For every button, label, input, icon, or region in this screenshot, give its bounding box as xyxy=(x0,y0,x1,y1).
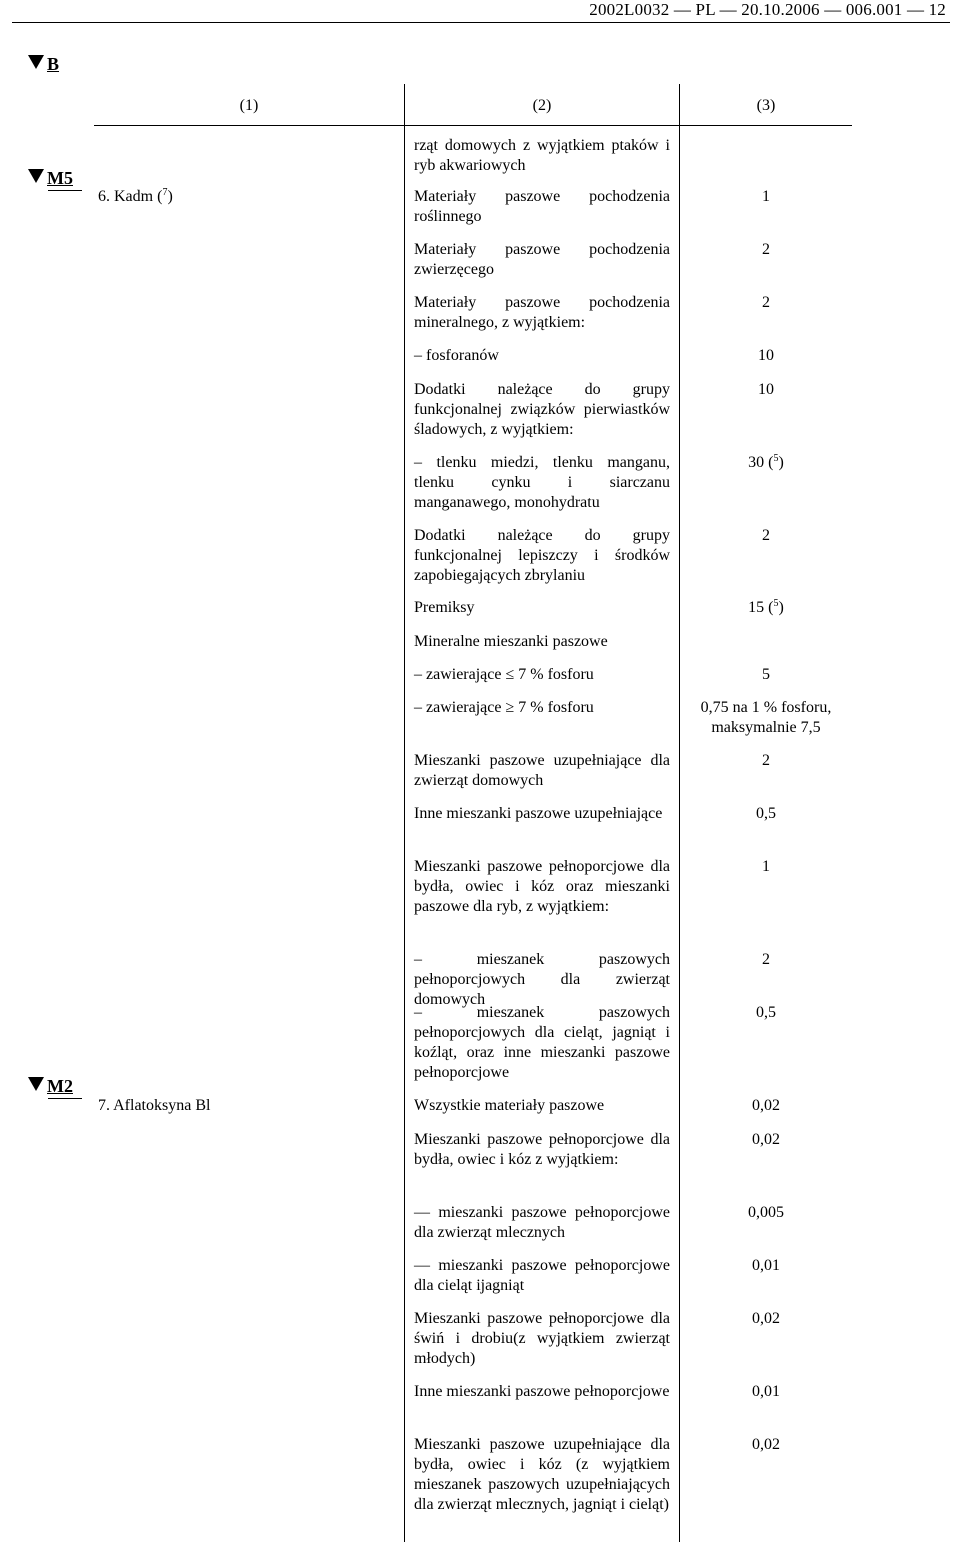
limit-value-cell: 1 xyxy=(762,188,770,205)
product-cell: Dodatki należące do grupy funkcjonalnej lepiszczy i środków zapobiegających zbrylaniu xyxy=(414,527,670,584)
product-cell: Mieszanki paszowe uzupełniające dla zwierząt domowych xyxy=(414,752,670,789)
product-cell: — mieszanki paszowe pełnoporcjowe dla zwierząt mlecznych xyxy=(414,1204,670,1241)
limit-value-cell: 15 ($^5$) xyxy=(748,598,784,616)
product-cell: rząt domowych z wyjątkiem ptaków i ryb akwariowych xyxy=(414,137,670,174)
product-cell: – tlenku miedzi, tlenku manganu, tlenku cynku i siarczanu manganawego, monohydratu xyxy=(414,454,670,511)
product-cell: Materiały paszowe pochodzenia mineralnego, z wyjątkiem: xyxy=(414,294,670,331)
product-cell: — mieszanki paszowe pełnoporcjowe dla cieląt ijagniąt xyxy=(414,1257,670,1294)
product-cell: Mineralne mieszanki paszowe xyxy=(414,633,608,650)
limit-value-cell: 0,02 xyxy=(752,1131,780,1148)
limit-value-cell: 0,005 xyxy=(748,1204,784,1221)
product-cell: – zawierające ≤ 7 % fosforu xyxy=(414,666,594,683)
marker-m5-label: M5 xyxy=(47,168,73,188)
limit-value-cell: 10 xyxy=(758,381,774,398)
marker-m2 xyxy=(28,1076,73,1096)
product-cell: Mieszanki paszowe pełnoporcjowe dla bydła, owiec i kóz z wyjątkiem: xyxy=(414,1131,670,1168)
product-cell: Premiksy xyxy=(414,599,475,616)
limit-value-cell: 0,02 xyxy=(752,1310,780,1327)
product-cell: – mieszanek paszowych pełnoporcjowych dla zwierząt domowych xyxy=(414,951,670,1008)
marker-b-label: B xyxy=(47,54,60,74)
limit-value-cell: 2 xyxy=(762,951,770,968)
product-cell: – fosforanów xyxy=(414,347,499,364)
limit-value-cell: 5 xyxy=(762,666,770,683)
column-header-1: (1) xyxy=(239,97,259,114)
marker-m2-label: M2 xyxy=(47,1076,73,1096)
limit-value-cell: 10 xyxy=(758,347,774,364)
limit-value-cell: 1 xyxy=(762,858,770,875)
product-cell: Materiały paszowe pochodzenia roślinnego xyxy=(414,188,670,225)
substance-cell: 6. Kadm ($^7$) xyxy=(98,187,173,205)
product-cell: Materiały paszowe pochodzenia zwierzęcego xyxy=(414,241,670,278)
limit-value-cell: 2 xyxy=(762,527,770,544)
limit-value-cell: 2 xyxy=(762,752,770,769)
product-cell: Inne mieszanki paszowe pełnoporcjowe xyxy=(414,1383,670,1400)
limit-value-cell: 0,02 xyxy=(752,1097,780,1114)
product-cell: – mieszanek paszowych pełnoporcjowych dla cieląt, jagniąt i koźląt, oraz inne mieszanki paszowe pełnoporcjowe xyxy=(414,1004,670,1081)
product-cell: Wszystkie materiały paszowe xyxy=(414,1097,605,1114)
triangle-down-icon xyxy=(28,55,44,69)
table-header-rule xyxy=(94,125,852,126)
limit-value-cell: 2 xyxy=(762,241,770,258)
product-cell: Mieszanki paszowe uzupełniające dla bydła, owiec i kóz (z wyjątkiem mieszanek paszowych uzupełniających dla zwierząt mlecznych, jagniąt i cieląt) xyxy=(414,1436,670,1513)
limit-value-cell: 30 ($^5$) xyxy=(748,453,784,471)
column-header-3: (3) xyxy=(756,97,776,114)
column-divider-1 xyxy=(404,84,405,1542)
column-header-2: (2) xyxy=(532,97,552,114)
limit-value-cell: 0,02 xyxy=(752,1436,780,1453)
product-cell: Inne mieszanki paszowe uzupełniające xyxy=(414,805,663,822)
marker-m2-rule xyxy=(48,1098,82,1099)
document-header: 2002L0032 — PL — 20.10.2006 — 006.001 — 12 xyxy=(589,0,946,19)
header-rule xyxy=(12,22,950,23)
limit-value-cell: 0,01 xyxy=(752,1383,780,1400)
limit-value-cell: 2 xyxy=(762,294,770,311)
product-cell: Mieszanki paszowe pełnoporcjowe dla świń i drobiu(z wyjątkiem zwierząt młodych) xyxy=(414,1310,670,1367)
limit-value-cell: 0,5 xyxy=(756,805,776,822)
product-cell: Dodatki należące do grupy funkcjonalnej związków pierwiastków śladowych, z wyjątkiem: xyxy=(414,381,670,438)
triangle-down-icon xyxy=(28,169,44,183)
marker-m5 xyxy=(28,168,73,188)
triangle-down-icon xyxy=(28,1077,44,1091)
limit-value-cell: 0,01 xyxy=(752,1257,780,1274)
product-cell: Mieszanki paszowe pełnoporcjowe dla bydła, owiec i kóz oraz mieszanki paszowe dla ryb, z wyjątkiem: xyxy=(414,858,670,915)
column-divider-2 xyxy=(679,84,680,1542)
marker-m5-rule xyxy=(48,190,82,191)
substance-cell: 7. Aflatoksyna Bl xyxy=(98,1097,211,1114)
limit-value-cell: 0,75 na 1 % fosforu, maksymalnie 7,5 xyxy=(700,699,832,736)
product-cell: – zawierające ≥ 7 % fosforu xyxy=(414,699,594,716)
limit-value-cell: 0,5 xyxy=(756,1004,776,1021)
marker-b xyxy=(28,54,59,74)
